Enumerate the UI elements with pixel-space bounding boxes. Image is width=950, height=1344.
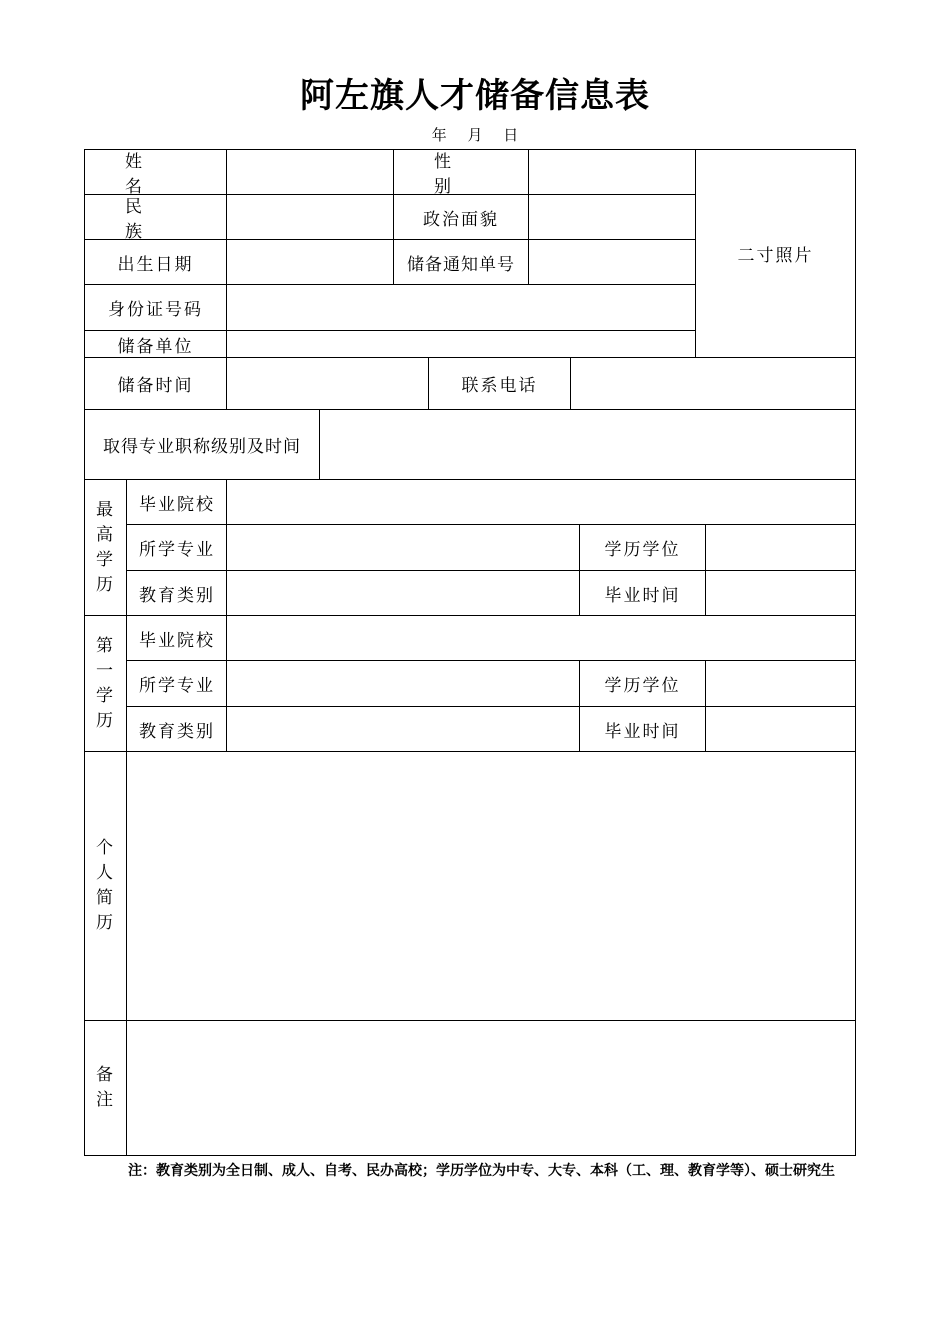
label-birth: 出生日期 [84, 239, 227, 285]
section-resume [84, 751, 127, 1021]
highest-major-field[interactable] [226, 524, 580, 571]
title-level-field[interactable] [319, 409, 856, 480]
label-ethnicity: 民族 [84, 194, 227, 240]
section-first-education [84, 615, 127, 752]
section-char: 第 [96, 635, 115, 656]
birth-field[interactable] [226, 239, 394, 285]
section-char: 历 [96, 913, 115, 933]
label-highest-school: 毕业院校 [126, 479, 227, 525]
label-phone: 联系电话 [428, 357, 571, 410]
section-char: 高 [96, 524, 115, 545]
label-title-level: 取得专业职称级别及时间 [84, 409, 320, 480]
label-id-no: 身份证号码 [84, 284, 227, 331]
highest-school-field[interactable] [226, 479, 856, 525]
label-unit: 储备单位 [84, 330, 227, 358]
unit-field[interactable] [226, 330, 696, 358]
section-char: 学 [96, 685, 115, 706]
date-line: 年 月 日 [431, 126, 527, 144]
section-char: 最 [96, 499, 115, 520]
section-char: 学 [96, 549, 115, 570]
reserve-time-field[interactable] [226, 357, 429, 410]
label-highest-degree: 学历学位 [579, 524, 706, 571]
section-char: 一 [96, 660, 115, 681]
label-gender: 性别 [393, 149, 529, 195]
label-first-major: 所学专业 [126, 660, 227, 707]
section-char: 历 [96, 574, 115, 595]
political-field[interactable] [528, 194, 696, 240]
label-first-school: 毕业院校 [126, 615, 227, 661]
section-char: 注 [96, 1090, 115, 1110]
page-title: 阿左旗人才储备信息表 [300, 76, 650, 116]
first-degree-field[interactable] [705, 660, 856, 707]
label-highest-grad-time: 毕业时间 [579, 570, 706, 616]
notice-no-field[interactable] [528, 239, 696, 285]
phone-field[interactable] [570, 357, 856, 410]
label-name: 姓名 [84, 149, 227, 195]
label-first-grad-time: 毕业时间 [579, 706, 706, 752]
label-highest-major: 所学专业 [126, 524, 227, 571]
section-char: 备 [96, 1065, 115, 1085]
first-edu-type-field[interactable] [226, 706, 580, 752]
first-major-field[interactable] [226, 660, 580, 707]
section-char: 个 [96, 838, 115, 858]
photo-label: 二寸照片 [737, 246, 814, 266]
gender-field[interactable] [528, 149, 696, 195]
label-highest-edu-type: 教育类别 [126, 570, 227, 616]
label-reserve-time: 储备时间 [84, 357, 227, 410]
ethnicity-field[interactable] [226, 194, 394, 240]
highest-degree-field[interactable] [705, 524, 856, 571]
section-remarks [84, 1020, 127, 1156]
section-char: 简 [96, 888, 115, 908]
first-grad-time-field[interactable] [705, 706, 856, 752]
info-form [84, 149, 856, 1156]
remarks-field[interactable] [126, 1020, 856, 1156]
footnote: 注：教育类别为全日制、成人、自考、民办高校；学历学位为中专、大专、本科（工、理、教育学等）、硕士研究生 [128, 1163, 835, 1179]
label-political: 政治面貌 [393, 194, 529, 240]
highest-grad-time-field[interactable] [705, 570, 856, 616]
name-field[interactable] [226, 149, 394, 195]
section-highest-education [84, 479, 127, 616]
label-first-edu-type: 教育类别 [126, 706, 227, 752]
label-notice-no: 储备通知单号 [393, 239, 529, 285]
id-no-field[interactable] [226, 284, 696, 331]
photo-box[interactable] [695, 149, 856, 358]
first-school-field[interactable] [226, 615, 856, 661]
label-first-degree: 学历学位 [579, 660, 706, 707]
section-char: 历 [96, 710, 115, 731]
highest-edu-type-field[interactable] [226, 570, 580, 616]
section-char: 人 [96, 863, 115, 883]
resume-field[interactable] [126, 751, 856, 1021]
